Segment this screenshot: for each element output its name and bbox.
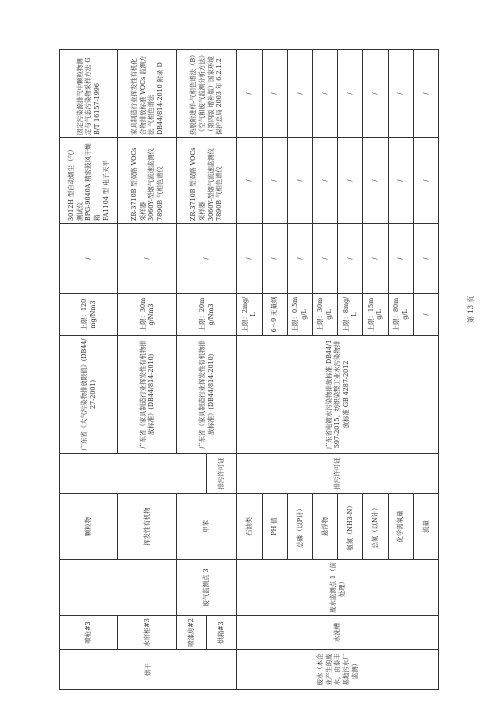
cell-limit: 上限：120mg/Nm3 [60,294,118,336]
cell-dash: / [312,224,337,294]
cell-limit: 上限：2mg/L [237,294,262,336]
cell-dash: / [60,224,118,294]
cell-dash: / [338,224,363,294]
method-text: 家具制造行业挥发性有机化合物排放标准 VOCs 监测方法 气相色谱法 [129,55,156,135]
cell-dash: / [388,224,413,294]
cell-limit: 上限：0.5mg/L [287,294,312,336]
monitoring-table [59,49,439,690]
cell-method: 热脱附进样-气相色谱法（B）《空气和废气监测分析方法》（第四版 增补版）国家环境保护总局 2003 年 6.2.1.2 [176,50,236,138]
cell-source: 水洗槽 [237,616,439,650]
cell-dash: / [262,138,287,224]
cell-instrument: 3012H 型自动烟尘（气）测试仪 BPG-9040A 精密鼓风干燥箱 FA1104 型 电子天平 [60,138,118,224]
cell-method [118,50,176,138]
cell-pollutant: 总磷（以P计） [287,494,312,560]
cell-dash: / [388,50,413,138]
table-row [237,50,262,690]
cell-instrument: ZR-3710B 型双路 VOCs 采样器 3060Y-型烟气流速监测仪 7890B 气相色谱仪 [118,138,176,224]
cell-pollutant: 总氮（以N计） [363,494,388,560]
cell-standard: 广东省《家具制造行业挥发性有机物排放标准》(DB44/814-2010) [118,336,176,454]
cell-source: 喷漆房#2 [176,616,206,650]
cell-method: 固定污染源排气中颗粒物测定与气态污染物采样方法 GB/T 16157-1996 [60,50,118,138]
cell-dash: / [413,224,438,294]
cell-point: 废水监测点 1（前处理） [237,560,439,616]
cell-dash: / [312,138,337,224]
cell-process: 烘干 [60,650,237,690]
cell-dash: / [287,224,312,294]
cell-dash: / [262,50,287,138]
cell-pollutant: 石油类 [237,494,262,560]
cell-dash: / [413,50,438,138]
rotated-table-container [59,50,439,690]
cell-limit: 上限：15mg/L [363,294,388,336]
cell-dash: / [363,50,388,138]
cell-dash: / [237,224,262,294]
cell-limit: 上限：8mg/L [338,294,363,336]
cell-point [60,560,177,616]
cell-limit: 6～9 无量纲 [262,294,287,336]
cell-point: 废气监测点 3 [176,560,236,616]
cell-basis: 排污许可证 [207,454,237,494]
cell-basis [60,454,207,494]
cell-pollutant: 氨氮（NH3-N） [338,494,363,560]
table-row [176,50,206,690]
cell-dash: / [176,224,236,294]
cell-dash: / [338,138,363,224]
cell-dash: / [237,138,262,224]
cell-dash: / [413,138,438,224]
cell-pollutant: PH 值 [262,494,287,560]
cell-limit: 上限：20mg/Nm3 [176,294,236,336]
cell-standard: 广东省《家具制造行业挥发性有机物排放标准》(DB44/814-2010) [176,336,236,454]
cell-pollutant: 化学需氧量 [388,494,413,560]
cell-limit: 上限：30mg/Nm3 [118,294,176,336]
cell-dash: / [363,138,388,224]
cell-pollutant: 甲苯 [176,494,236,560]
cell-limit: 上限：80mg/L [388,294,413,336]
cell-pollutant: 悬浮物 [312,494,337,560]
cell-dash: / [363,224,388,294]
cell-basis: 排污许可证 [237,454,439,494]
cell-limit: / [413,294,438,336]
cell-source: 喷枪#3 [60,616,118,650]
page-number: 第 13 页 [467,295,475,323]
cell-pollutant: 颗粒物 [60,494,118,560]
cell-dash: / [118,224,176,294]
cell-standard: 广东省电镀水污染物排放标准 DB44/1597-2015、纺织染整工业水污染物排放标准 GB 4287-2012 [237,336,439,454]
cell-dash: / [312,50,337,138]
cell-instrument: ZR-3710B 型双路 VOCs 采样器 3060Y-型烟气流速监测仪 7890B 气相色谱仪 [176,138,236,224]
cell-process: 废水（本企业产生的废水，由泰丰基地污水厂监测） [237,650,439,690]
cell-dash: / [338,50,363,138]
table-row [60,50,118,690]
cell-limit: 上限：30mg/L [312,294,337,336]
cell-dash: / [262,224,287,294]
cell-dash: / [287,50,312,138]
method-ref: DB44/814-2010 附录 D [155,62,164,135]
cell-dash: / [237,50,262,138]
cell-dash: / [287,138,312,224]
cell-pollutant: 挥发性有机物 [118,494,176,560]
cell-source: 水帘柜#3 [118,616,176,650]
cell-dash: / [388,138,413,224]
cell-source: 烘箱#3 [207,616,237,650]
cell-pollutant: 流量 [413,494,438,560]
cell-standard: 广东省《大气污染物排放限值》(DB44/27-2001) [60,336,118,454]
